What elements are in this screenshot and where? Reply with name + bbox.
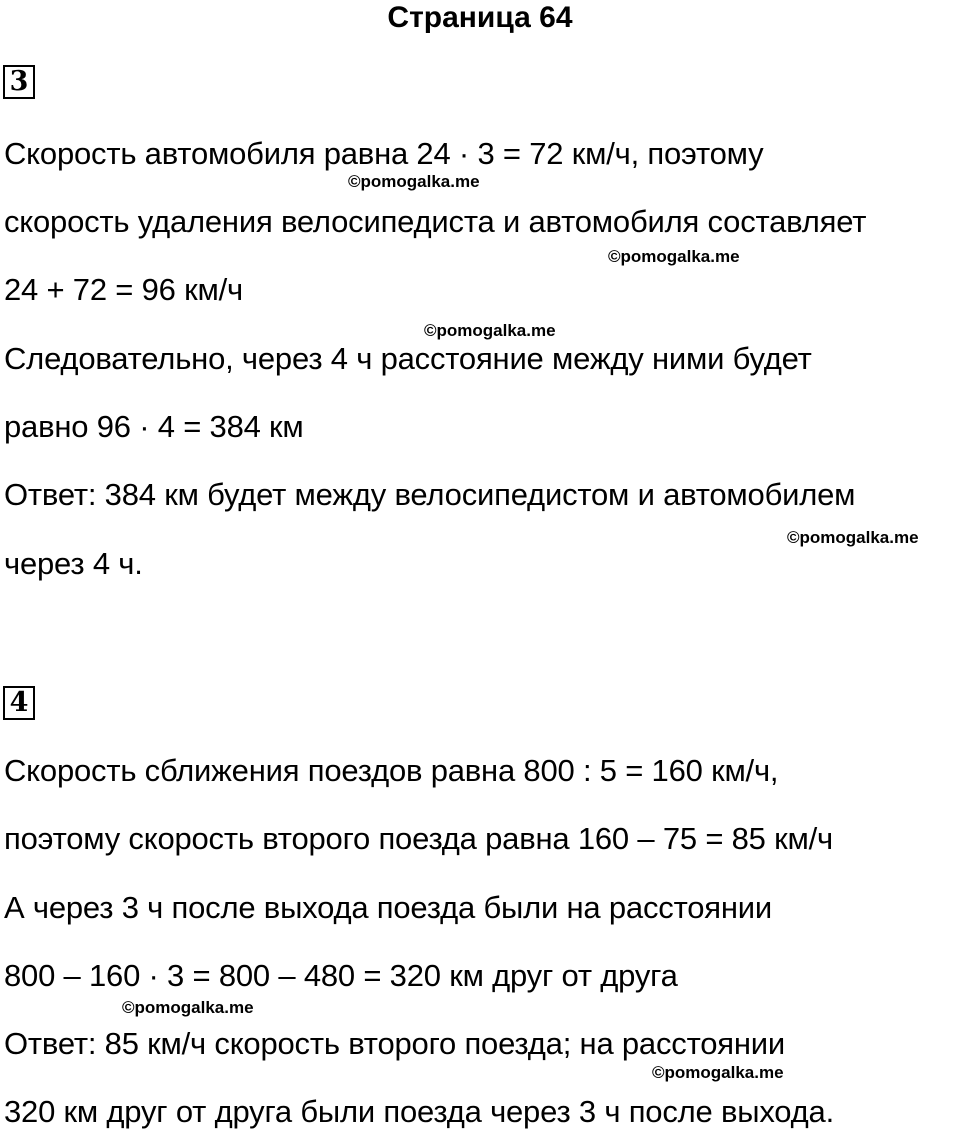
task3-line-7: через 4 ч. bbox=[4, 546, 143, 581]
task3-line-6: Ответ: 384 км будет между велосипедистом и автомобилем bbox=[4, 477, 856, 512]
watermark: ©pomogalka.me bbox=[608, 247, 740, 266]
task3-line-2: скорость удаления велосипедиста и автомобиля составляет bbox=[4, 204, 867, 239]
task-number-3: 3 bbox=[3, 65, 35, 99]
task4-line-3: А через 3 ч после выхода поезда были на расстоянии bbox=[4, 890, 772, 925]
task3-line-5: равно 96 · 4 = 384 км bbox=[4, 409, 304, 444]
watermark: ©pomogalka.me bbox=[348, 172, 480, 191]
task4-line-1: Скорость сближения поездов равна 800 : 5 = 160 км/ч, bbox=[4, 753, 779, 788]
watermark: ©pomogalka.me bbox=[787, 528, 919, 547]
watermark: ©pomogalka.me bbox=[122, 998, 254, 1017]
task4-line-5: Ответ: 85 км/ч скорость второго поезда; на расстоянии bbox=[4, 1026, 786, 1061]
page-title: Страница 64 bbox=[387, 1, 573, 34]
task3-line-1: Скорость автомобиля равна 24 · 3 = 72 км/ч, поэтому bbox=[4, 136, 764, 171]
task4-line-2: поэтому скорость второго поезда равна 160 – 75 = 85 км/ч bbox=[4, 821, 833, 856]
task3-line-4: Следовательно, через 4 ч расстояние между ними будет bbox=[4, 341, 812, 376]
task4-line-4: 800 – 160 · 3 = 800 – 480 = 320 км друг от друга bbox=[4, 958, 678, 993]
watermark: ©pomogalka.me bbox=[424, 321, 556, 340]
watermark: ©pomogalka.me bbox=[652, 1063, 784, 1082]
task3-line-3: 24 + 72 = 96 км/ч bbox=[4, 272, 243, 307]
task-number-4: 4 bbox=[3, 686, 35, 720]
task4-line-6: 320 км друг от друга были поезда через 3 ч после выхода. bbox=[4, 1094, 834, 1129]
